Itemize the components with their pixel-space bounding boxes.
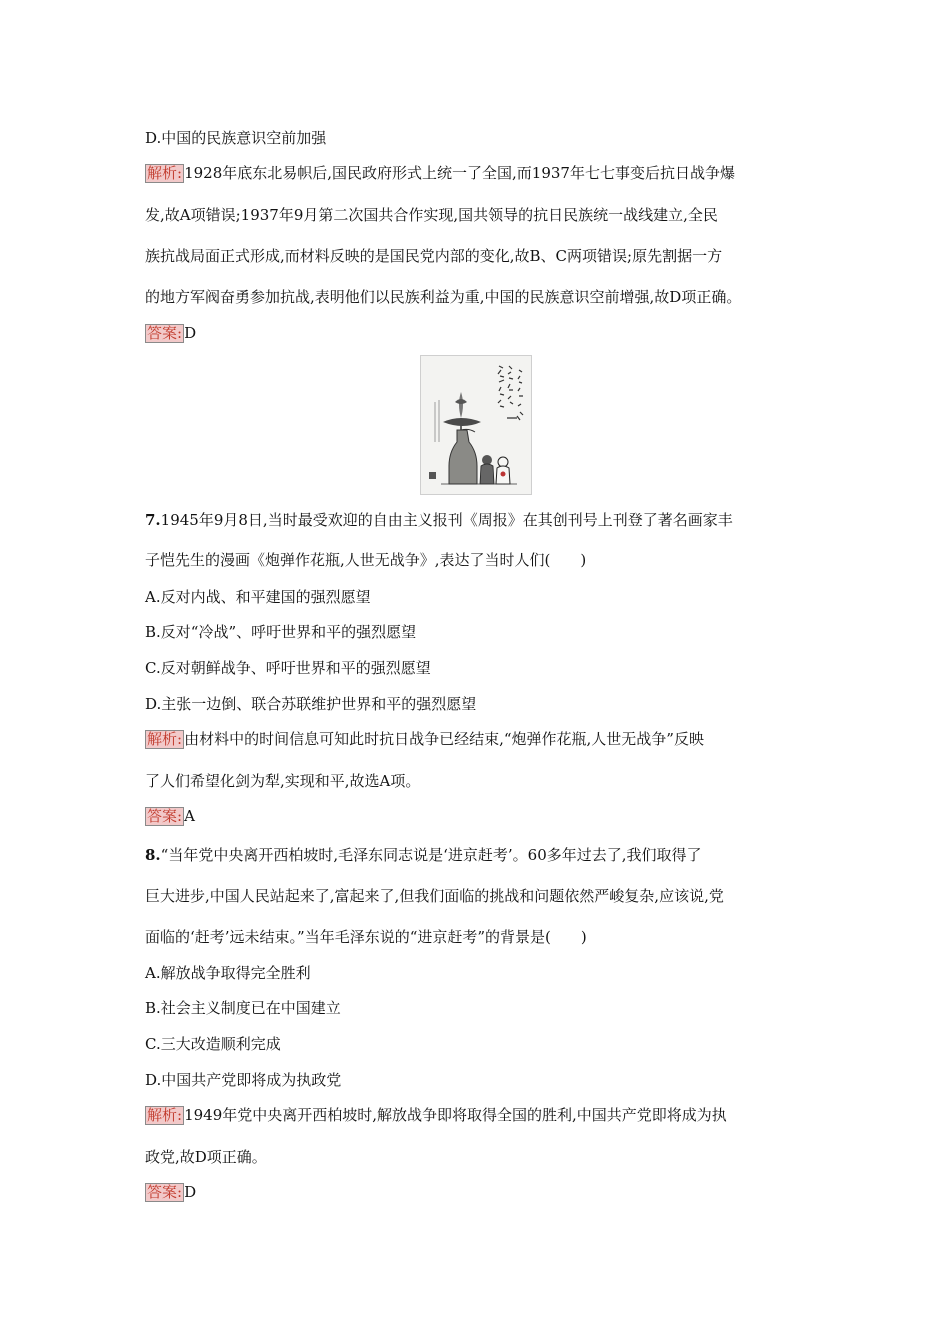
q8-option-a: A.解放战争取得完全胜利: [145, 964, 311, 982]
answer-tag: 答案:: [147, 807, 183, 825]
q6-analysis-line-4: 的地方军阀奋勇参加抗战,表明他们以民族利益为重,中国的民族意识空前增强,故D项正确。: [145, 288, 742, 306]
q7-analysis-line-2: 了人们希望化剑为犁,实现和平,故选A项。: [145, 772, 421, 790]
analysis-text: 1949年党中央离开西柏坡时,解放战争即将取得全国的胜利,中国共产党即将成为执: [184, 1106, 727, 1124]
q8-stem-line-3: 面临的‘赶考’远未结束。”当年毛泽东说的“进京赶考”的背景是( ): [145, 928, 587, 946]
analysis-text: 由材料中的时间信息可知此时抗日战争已经结束,“炮弹作花瓶,人世无战争”反映: [184, 730, 704, 748]
q6-analysis-line-2: 发,故A项错误;1937年9月第二次国共合作实现,国共领导的抗日民族统一战线建立,全民: [145, 206, 718, 224]
q8-option-c: C.三大改造顺利完成: [145, 1035, 281, 1053]
q6-option-d: D.中国的民族意识空前加强: [145, 129, 327, 147]
q7-stem-line-2: 子恺先生的漫画《炮弹作花瓶,人世无战争》,表达了当时人们( ): [145, 551, 587, 569]
analysis-tag: 解析:: [147, 1106, 183, 1124]
question-stem: 1945年9月8日,当时最受欢迎的自由主义报刊《周报》在其创刊号上刊登了著名画家丰: [160, 511, 733, 529]
q8-analysis-line-1: [145, 1105, 727, 1125]
q7-option-a: A.反对内战、和平建国的强烈愿望: [145, 588, 371, 606]
q7-option-c: C.反对朝鲜战争、呼吁世界和平的强烈愿望: [145, 659, 431, 677]
answer-tag: 答案:: [147, 324, 183, 342]
analysis-text: 1928年底东北易帜后,国民政府形式上统一了全国,而1937年七七事变后抗日战争爆: [184, 164, 735, 182]
cartoon-figure: [420, 355, 532, 495]
q8-stem-line-1: [145, 845, 702, 865]
q7-option-b: B.反对“冷战”、呼吁世界和平的强烈愿望: [145, 623, 417, 641]
answer-value: D: [184, 1183, 197, 1201]
answer-value: D: [184, 324, 197, 342]
answer-value: A: [184, 807, 195, 825]
question-stem: “当年党中央离开西柏坡时,毛泽东同志说是‘进京赶考’。60多年过去了,我们取得了: [160, 846, 702, 864]
q8-analysis-line-2: 政党,故D项正确。: [145, 1148, 267, 1166]
q7-answer: [145, 806, 195, 826]
question-number: 7.: [145, 511, 161, 529]
q6-answer: [145, 323, 196, 343]
q7-option-d: D.主张一边倒、联合苏联维护世界和平的强烈愿望: [145, 695, 477, 713]
cartoon-painting-icon: [421, 356, 531, 494]
q7-analysis-line-1: [145, 729, 704, 749]
q6-analysis-line-1: [145, 163, 735, 183]
question-number: 8.: [145, 846, 161, 864]
analysis-tag: 解析:: [147, 730, 183, 748]
q6-analysis-line-3: 族抗战局面正式形成,而材料反映的是国民党内部的变化,故B、C两项错误;原先割据一方: [145, 247, 723, 265]
q8-option-d: D.中国共产党即将成为执政党: [145, 1071, 342, 1089]
q8-answer: [145, 1182, 196, 1202]
q8-option-b: B.社会主义制度已在中国建立: [145, 999, 341, 1017]
answer-tag: 答案:: [147, 1183, 183, 1201]
q7-stem-line-1: [145, 510, 733, 530]
q8-stem-line-2: 巨大进步,中国人民站起来了,富起来了,但我们面临的挑战和问题依然严峻复杂,应该说,党: [145, 887, 724, 905]
analysis-tag: 解析:: [147, 164, 183, 182]
